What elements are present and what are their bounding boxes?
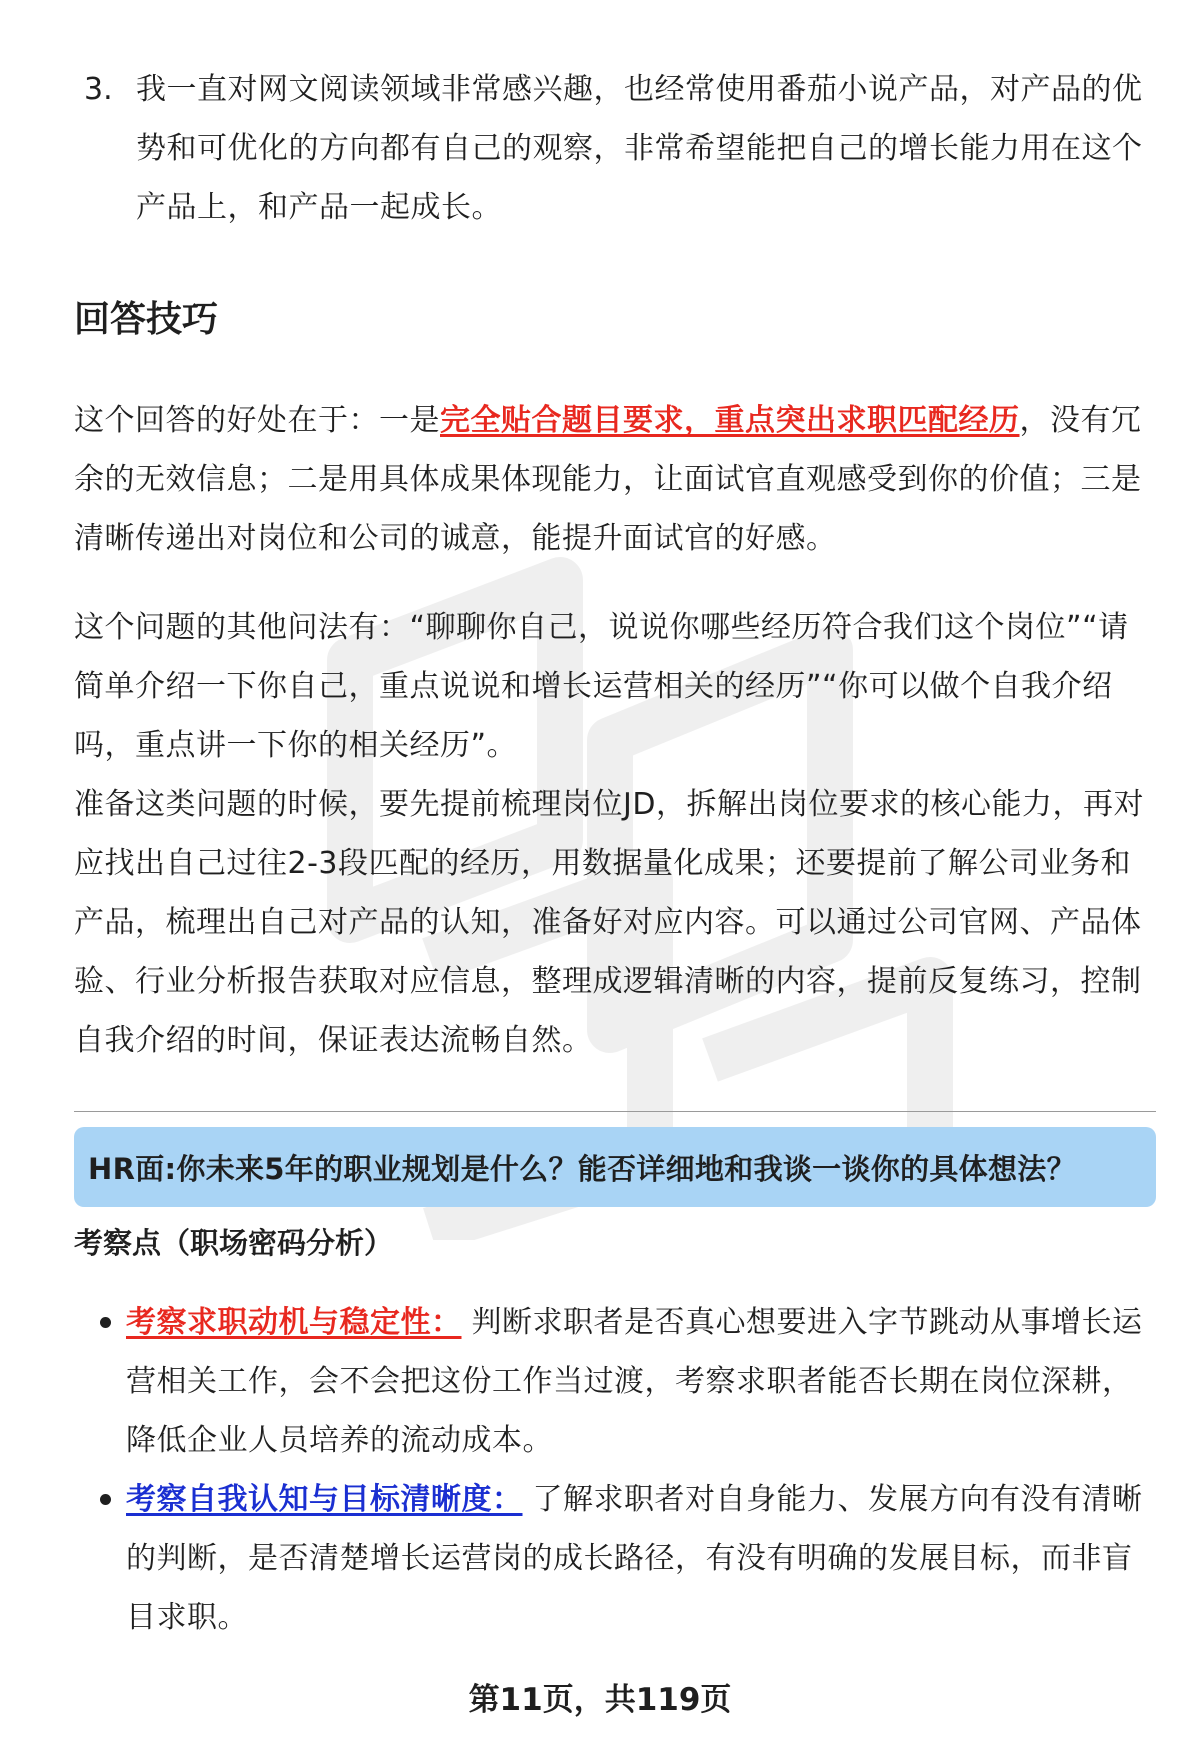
list-item [74, 1470, 1156, 1647]
main-content [74, 60, 1156, 1070]
page-footer: 第11页，共119页 [468, 1682, 732, 1718]
list-item-text: 我一直对网文阅读领域非常感兴趣，也经常使用番茄小说产品，对产品的优势和可优化的方向都有自己的观察，非常希望能把自己的增长能力用在这个产品上，和产品一起成长。 [136, 72, 1143, 225]
para1-after: ，没有冗余的无效信息；二是用具体成果体现能力，让面试官直观感受到你的价值；三是清晰传递出对岗位和公司的诚意，能提升面试官的好感。 [74, 403, 1142, 556]
bullet-text: 判断求职者是否真心想要进入字节跳动从事增长运营相关工作，会不会把这份工作当过渡，考察求职者能否长期在岗位深耕，降低企业人员培养的流动成本。 [126, 1305, 1143, 1458]
preparation-paragraph: 准备这类问题的时候，要先提前梳理岗位JD，拆解出岗位要求的核心能力，再对应找出自己过往2-3段匹配的经历，用数据量化成果；还要提前了解公司业务和产品，梳理出自己对产品的认知，准备好对应内容。可以通过公司官网、产品体验、行业分析报告获取对应信息，整理成逻辑清晰的内容，提前反复练习，控制自我介绍的时间，保证表达流畅自然。 [74, 787, 1144, 1058]
bullet-text: 了解求职者对自身能力、发展方向有没有清晰的判断，是否清楚增长运营岗的成长路径，有没有明确的发展目标，而非盲目求职。 [126, 1482, 1143, 1635]
para1-before: 这个回答的好处在于：一是 [74, 403, 440, 438]
bullet-label: 考察求职动机与稳定性： [126, 1305, 462, 1340]
section-title: 回答技巧 [74, 299, 219, 340]
divider [74, 1111, 1156, 1112]
answer-tips-paragraph [74, 391, 1156, 568]
alternative-questions-paragraph: 这个问题的其他问法有：“聊聊你自己，说说你哪些经历符合我们这个岗位”“请简单介绍一下你自己，重点说说和增长运营相关的经历”“你可以做个自我介绍吗，重点讲一下你的相关经历”。 [74, 610, 1129, 763]
assessment-points-title: 考察点（职场密码分析） [74, 1226, 394, 1260]
question-text: HR面:你未来5年的职业规划是什么？能否详细地和我谈一谈你的具体想法？ [88, 1151, 1076, 1186]
bullet-icon [74, 1470, 126, 1529]
assessment-points-list [74, 1293, 1156, 1647]
list-number: 3. [84, 72, 113, 107]
question-box [74, 1127, 1156, 1207]
list-item [74, 1293, 1156, 1470]
list-item-3 [74, 60, 1156, 237]
para1-highlight: 完全贴合题目要求，重点突出求职匹配经历 [440, 403, 1020, 438]
bullet-label: 考察自我认知与目标清晰度： [126, 1482, 523, 1517]
bullet-icon [74, 1293, 126, 1352]
